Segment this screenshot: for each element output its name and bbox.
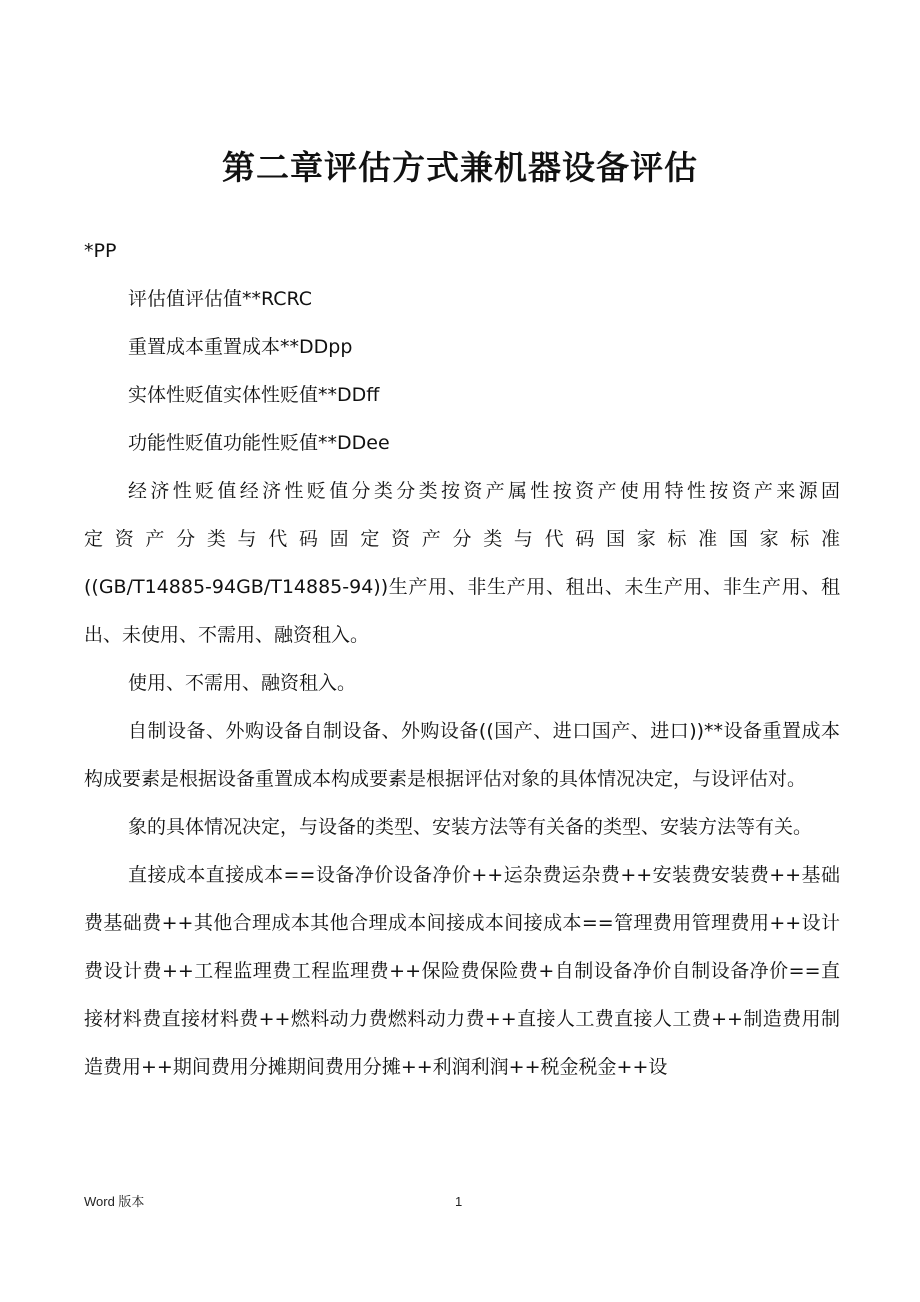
paragraph-pp: *PP	[84, 240, 117, 262]
footer-page-number: 1	[455, 1194, 463, 1209]
paragraph-self-made: 自制设备、外购设备自制设备、外购设备((国产、进口国产、进口))**设备重置成本构成要素是根据设备重置成本构成要素是根据评估对象的具体情况决定，与设评估对。	[84, 720, 840, 790]
paragraph-classification-line2: 定资产分类与代码固定资产分类与代码国家标准国家标准	[84, 528, 840, 550]
paragraph-dp: 重置成本重置成本**DDpp	[128, 336, 353, 358]
document-body	[84, 227, 840, 1091]
paragraph-classification-line3: ((GB/T14885-94GB/T14885-94))生产用、非生产用、租出、未生产用、非生产用、租出、未使用、不需用、融资租入。	[84, 576, 840, 646]
paragraph-type: 象的具体情况决定，与设备的类型、安装方法等有关备的类型、安装方法等有关。	[128, 816, 813, 838]
paragraph-df: 实体性贬值实体性贬值**DDff	[128, 384, 380, 406]
paragraph-direct-cost: 直接成本直接成本==设备净价设备净价++运杂费运杂费++安装费安装费++基础费基础费++其他合理成本其他合理成本间接成本间接成本==管理费用管理费用++设计费设计费++工程监理费工程监理费++保险费保险费+自制设备净价自制设备净价==直接材料费直接材料费++燃料动力费燃料动力费++直接人工费直接人工费++制造费用制造费用++期间费用分摊期间费用分摊++利润利润++税金税金++设	[84, 864, 840, 1078]
paragraph-classification-line1: 经济性贬值经济性贬值分类分类按资产属性按资产使用特性按资产来源固	[128, 480, 840, 502]
paragraph-de: 功能性贬值功能性贬值**DDee	[128, 432, 390, 454]
paragraph-rc: 评估值评估值**RCRC	[128, 288, 313, 310]
document-title: 第二章评估方式兼机器设备评估	[222, 148, 698, 187]
paragraph-usage: 使用、不需用、融资租入。	[128, 672, 357, 694]
footer-label: Word 版本	[84, 1194, 145, 1209]
